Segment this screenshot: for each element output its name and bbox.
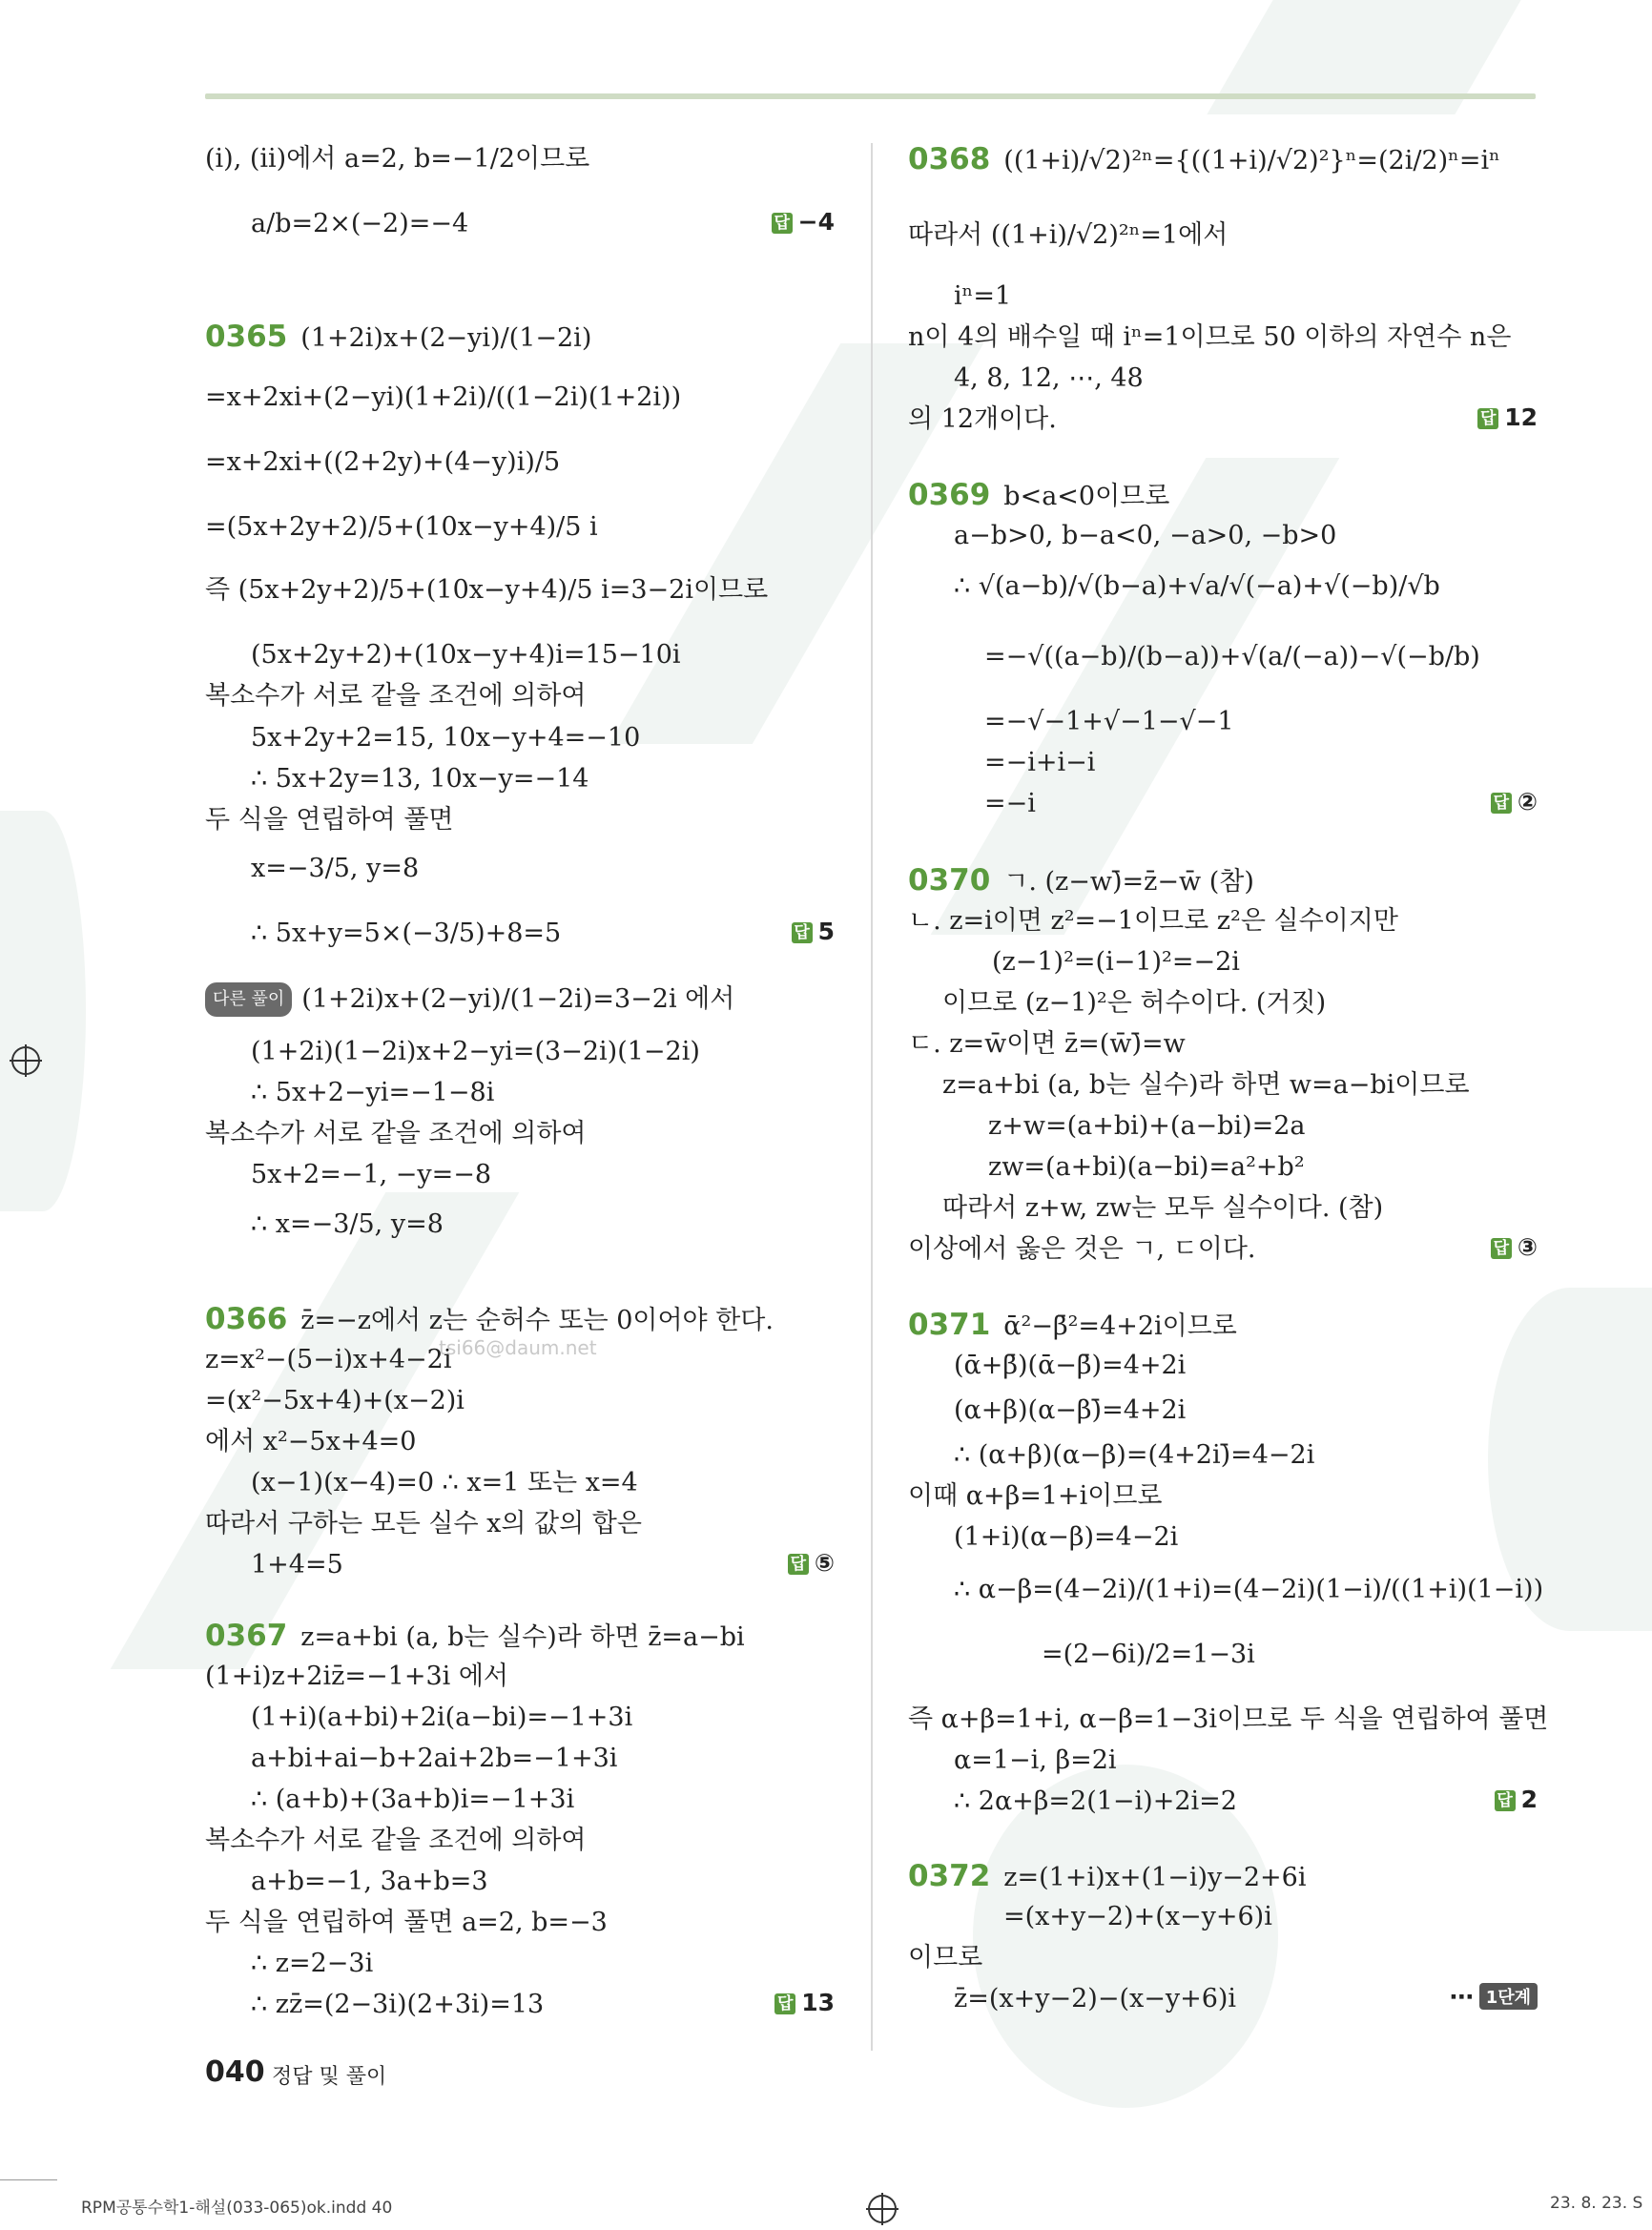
answer-badge-icon: 답	[1495, 1790, 1516, 1811]
solution-line	[205, 1661, 508, 1693]
math-text: n이 4의 배수일 때 iⁿ=1이므로 50 이하의 자연수 n은	[908, 322, 1512, 352]
problem-number: 0368	[908, 142, 991, 176]
math-text: ∴ (a+b)+(3a+b)i=−1+3i	[251, 1785, 575, 1814]
math-text: z=x²−(5−i)x+4−2i	[205, 1345, 452, 1374]
problem-number: 0367	[205, 1619, 288, 1653]
math-text: =(5x+2y+2)/5+(10x−y+4)/5 i	[205, 512, 598, 542]
solution-line	[205, 143, 589, 176]
solution-line	[954, 1745, 1117, 1777]
answer-badge-icon: 답	[774, 1993, 795, 2014]
math-text: (5x+2y+2)+(10x−y+4)i=15−10i	[251, 640, 681, 670]
solution-line	[908, 403, 1057, 436]
step-dots: ⋯	[1449, 1983, 1474, 2011]
math-text: 이므로	[908, 1943, 983, 1972]
math-text: =(x²−5x+4)+(x−2)i	[205, 1386, 465, 1415]
problem-heading	[908, 1860, 1306, 1894]
math-text: =x+2xi+((2+2y)+(4−y)i)/5	[205, 447, 561, 477]
math-text: z̄=−z에서 z는 순허수 또는 0이어야 한다.	[300, 1306, 774, 1335]
solution-line	[205, 382, 681, 414]
solution-line	[954, 1521, 1178, 1554]
answer-badge-icon: 답	[788, 1554, 809, 1575]
solution-line	[251, 208, 468, 240]
solution-line	[205, 1385, 465, 1417]
solution-line	[205, 1907, 608, 1939]
answer-value: 12	[1504, 403, 1538, 431]
math-text: 이므로 (z−1)²은 허수이다. (거짓)	[942, 988, 1327, 1018]
problem-heading	[908, 143, 1500, 177]
math-text: ∴ z=2−3i	[251, 1949, 374, 1978]
math-text: ∴ x=−3/5, y=8	[251, 1209, 444, 1239]
solution-line	[908, 1942, 982, 1974]
math-text: (1+2i)x+(2−yi)/(1−2i)=3−2i 에서	[301, 984, 735, 1014]
math-text: a+b=−1, 3a+b=3	[251, 1867, 488, 1896]
solution-line	[954, 570, 1440, 603]
math-text: (1+2i)x+(2−yi)/(1−2i)	[300, 323, 592, 353]
math-text: =−√((a−b)/(b−a))+√(a/(−a))−√(−b/b)	[984, 642, 1480, 671]
solution-line	[205, 1426, 416, 1458]
solution-line	[954, 1574, 1543, 1606]
answer-mark	[1477, 403, 1538, 431]
math-text: 즉 (5x+2y+2)/5+(10x−y+4)/5 i=3−2i이므로	[205, 575, 769, 605]
math-text: 복소수가 서로 같을 조건에 의하여	[205, 1119, 587, 1148]
math-text: 복소수가 서로 같을 조건에 의하여	[205, 681, 587, 711]
solution-line	[251, 763, 589, 795]
math-text: ∴ 5x+2y=13, 10x−y=−14	[251, 764, 589, 794]
math-text: 의 12개이다.	[908, 404, 1057, 434]
math-text: ((1+i)/√2)²ⁿ={((1+i)/√2)²}ⁿ=(2i/2)ⁿ=iⁿ	[1003, 146, 1500, 176]
solution-line	[954, 362, 1144, 395]
solution-line	[251, 1077, 494, 1109]
watermark-shape	[0, 811, 86, 1211]
math-text: =x+2xi+(2−yi)(1+2i)/((1−2i)(1+2i))	[205, 382, 682, 412]
solution-line	[251, 918, 561, 950]
solution-line	[205, 1825, 586, 1857]
math-text: iⁿ=1	[954, 281, 1012, 311]
answer-badge-icon: 답	[1491, 793, 1512, 814]
math-text: 이상에서 옳은 것은 ㄱ, ㄷ이다.	[908, 1234, 1256, 1264]
answer-mark	[772, 208, 835, 236]
solution-line	[251, 1549, 343, 1581]
alternate-solution-tag: 다른 풀이	[205, 982, 292, 1017]
solution-line	[984, 747, 1095, 779]
problem-heading	[908, 479, 1169, 513]
solution-line	[942, 987, 1326, 1020]
math-text: x=−3/5, y=8	[251, 854, 420, 883]
math-text: 1+4=5	[251, 1550, 343, 1580]
answer-mark	[788, 1549, 835, 1577]
problem-heading	[908, 1309, 1237, 1343]
solution-line	[942, 1069, 1470, 1102]
solution-line	[1003, 1901, 1272, 1933]
math-text: (z−1)²=(i−1)²=−2i	[992, 947, 1240, 977]
math-text: zw=(a+bi)(a−bi)=a²+b²	[988, 1152, 1305, 1182]
problem-number: 0370	[908, 863, 991, 898]
answer-value: ②	[1517, 788, 1538, 816]
date-slug: 23. 8. 23. S	[1550, 2194, 1643, 2213]
step-marker	[1450, 1983, 1538, 2011]
solution-line	[251, 1702, 632, 1734]
problem-number: 0371	[908, 1308, 991, 1342]
math-text: z=(1+i)x+(1−i)y−2+6i	[1003, 1863, 1307, 1892]
answer-badge-icon: 답	[772, 213, 793, 234]
solution-line	[908, 1028, 1186, 1061]
math-text: ∴ 5x+2−yi=−1−8i	[251, 1078, 495, 1107]
watermark-email: tsi66@daum.net	[439, 1336, 597, 1359]
column-divider	[871, 143, 873, 2051]
step-badge: 1단계	[1479, 1983, 1538, 2010]
answer-value: 5	[817, 918, 835, 945]
math-text: 복소수가 서로 같을 조건에 의하여	[205, 1826, 587, 1855]
solution-line	[908, 1480, 1163, 1513]
problem-heading	[908, 864, 1254, 898]
answer-value: 13	[801, 1989, 835, 2016]
solution-line	[205, 680, 586, 712]
solution-line	[251, 853, 419, 885]
answer-mark	[1491, 788, 1538, 816]
math-text: (1+2i)(1−2i)x+2−yi=(3−2i)(1−2i)	[251, 1037, 700, 1066]
solution-line	[205, 446, 560, 479]
answer-badge-icon: 답	[792, 922, 813, 943]
math-text: z+w=(a+bi)+(a−bi)=2a	[988, 1111, 1306, 1141]
math-text: ∴ α−β=(4−2i)/(1+i)=(4−2i)(1−i)/((1+i)(1−i))	[954, 1575, 1544, 1604]
math-text: α=1−i, β=2i	[954, 1745, 1117, 1775]
solution-line	[954, 520, 1336, 552]
math-text: z̄=(x+y−2)−(x−y+6)i	[954, 1984, 1237, 2013]
math-text: b<a<0이므로	[1003, 482, 1170, 511]
solution-line	[205, 1344, 452, 1376]
page-section-title: 정답 및 풀이	[272, 2065, 387, 2089]
math-text: 이때 α+β=1+i이므로	[908, 1481, 1163, 1511]
math-text: ㄷ. z=w̄이면 z̄=(w̄)̄=w	[908, 1029, 1186, 1059]
solution-line	[908, 1233, 1255, 1266]
math-text: ∴ 2α+β=2(1−i)+2i=2	[954, 1786, 1237, 1816]
alternate-solution	[205, 982, 734, 1017]
math-text: =−i+i−i	[984, 748, 1096, 777]
math-text: a−b>0, b−a<0, −a>0, −b>0	[954, 521, 1337, 550]
solution-line	[984, 706, 1234, 738]
solution-line	[205, 804, 454, 836]
solution-line	[205, 574, 768, 607]
math-text: (ⅰ), (ⅱ)에서 a=2, b=−1/2이므로	[205, 144, 590, 174]
solution-line	[251, 1866, 488, 1898]
solution-line	[954, 1439, 1314, 1472]
problem-number: 0372	[908, 1859, 991, 1893]
math-text: (1+i)(a+bi)+2i(a−bi)=−1+3i	[251, 1703, 633, 1732]
math-text: =−√−1+√−1−√−1	[984, 707, 1234, 736]
solution-line	[251, 1989, 544, 2021]
solution-line	[908, 219, 1228, 252]
solution-line	[954, 1350, 1186, 1382]
answer-mark	[1495, 1786, 1538, 1813]
answer-badge-icon: 답	[1491, 1238, 1512, 1259]
problem-number: 0369	[908, 478, 991, 512]
page-number: 040	[205, 2055, 265, 2089]
answer-mark	[1491, 1233, 1538, 1261]
math-text: 5x+2=−1, −y=−8	[251, 1160, 492, 1189]
math-text: ∴ 5x+y=5×(−3/5)+8=5	[251, 919, 562, 948]
answer-value: ⑤	[814, 1549, 835, 1577]
math-text: (α+β)(α−β)̄=4+2i	[954, 1395, 1187, 1425]
solution-line	[992, 946, 1240, 979]
solution-line	[251, 1743, 617, 1775]
answer-badge-icon: 답	[1477, 408, 1498, 429]
problem-heading	[205, 320, 591, 355]
solution-line	[1042, 1639, 1255, 1671]
solution-line	[205, 511, 598, 544]
solution-line	[954, 1983, 1236, 2015]
math-text: 두 식을 연립하여 풀면	[205, 805, 454, 835]
math-text: =(x+y−2)+(x−y+6)i	[1003, 1902, 1272, 1931]
solution-line	[251, 1036, 700, 1068]
math-text: 두 식을 연립하여 풀면 a=2, b=−3	[205, 1908, 608, 1937]
top-rule	[205, 93, 1536, 99]
math-text: ∴ √(a−b)/√(b−a)+√a/√(−a)+√(−b)/√b	[954, 571, 1440, 601]
solution-line	[251, 639, 681, 671]
solution-line	[984, 788, 1036, 820]
math-text: 따라서 z+w, zw는 모두 실수이다. (참)	[942, 1193, 1384, 1223]
solution-line	[251, 722, 640, 754]
math-text: a+bi+ai−b+2ai+2b=−1+3i	[251, 1744, 618, 1773]
math-text: 따라서 ((1+i)/√2)²ⁿ=1에서	[908, 220, 1229, 250]
crop-line	[0, 2179, 57, 2180]
answer-mark	[792, 918, 835, 945]
solution-line	[205, 1118, 586, 1150]
math-text: =−i	[984, 789, 1036, 818]
solution-line	[954, 280, 1011, 313]
solution-line	[988, 1151, 1305, 1184]
problem-heading	[205, 1620, 745, 1654]
problem-number: 0365	[205, 320, 288, 354]
math-text: ∴ zz̄=(2−3i)(2+3i)=13	[251, 1990, 545, 2019]
math-text: 에서 x²−5x+4=0	[205, 1427, 417, 1456]
answer-value: 2	[1520, 1786, 1538, 1813]
math-text: ㄱ. (z−w)̄=z̄−w̄ (참)	[1003, 867, 1254, 897]
solution-line	[908, 321, 1511, 354]
math-text: =(2−6i)/2=1−3i	[1042, 1640, 1255, 1669]
solution-line	[908, 1703, 1548, 1736]
math-text: (x−1)(x−4)=0 ∴ x=1 또는 x=4	[251, 1468, 638, 1497]
solution-line	[984, 641, 1480, 673]
solution-line	[251, 1784, 574, 1816]
answer-value: ③	[1517, 1233, 1538, 1261]
solution-line	[251, 1948, 373, 1980]
solution-line	[942, 1192, 1383, 1225]
math-text: (ᾱ+β̄)(ᾱ−β̄)=4+2i	[954, 1351, 1187, 1380]
solution-line	[988, 1110, 1306, 1143]
solution-line	[908, 905, 1398, 938]
problem-heading	[205, 1303, 774, 1337]
math-text: z=a+bi (a, b는 실수)라 하면 w=a−bi이므로	[942, 1070, 1470, 1100]
math-text: ∴ (α+β)(α−β)=(4+2i)̄=4−2i	[954, 1440, 1315, 1470]
solution-line	[205, 1508, 642, 1540]
math-text: 5x+2y+2=15, 10x−y+4=−10	[251, 723, 641, 753]
math-text: 즉 α+β=1+i, α−β=1−3i이므로 두 식을 연립하여 풀면	[908, 1704, 1549, 1734]
solution-line	[251, 1467, 638, 1499]
math-text: ㄴ. z=i이면 z²=−1이므로 z²은 실수이지만	[908, 906, 1398, 936]
math-text: 따라서 구하는 모든 실수 x의 값의 합은	[205, 1509, 642, 1538]
math-text: 4, 8, 12, ⋯, 48	[954, 363, 1144, 393]
solution-line	[954, 1786, 1237, 1818]
math-text: z=a+bi (a, b는 실수)라 하면 z̄=a−bi	[300, 1622, 745, 1652]
registration-mark-bottom	[868, 2195, 897, 2223]
registration-mark-left	[11, 1046, 40, 1075]
problem-number: 0366	[205, 1302, 288, 1336]
math-text: ᾱ²−β̄²=4+2i이므로	[1003, 1311, 1237, 1341]
answer-value: −4	[797, 208, 835, 236]
solution-line	[954, 1394, 1186, 1427]
file-slug: RPM공통수학1-해설(033-065)ok.indd 40	[81, 2199, 393, 2218]
math-text: (1+i)(α−β)=4−2i	[954, 1522, 1179, 1552]
answer-mark	[774, 1989, 835, 2016]
math-text: a/b=2×(−2)=−4	[251, 209, 469, 238]
math-text: (1+i)z+2iz̄=−1+3i 에서	[205, 1662, 508, 1691]
solution-line	[251, 1159, 491, 1191]
solution-line	[251, 1208, 444, 1241]
